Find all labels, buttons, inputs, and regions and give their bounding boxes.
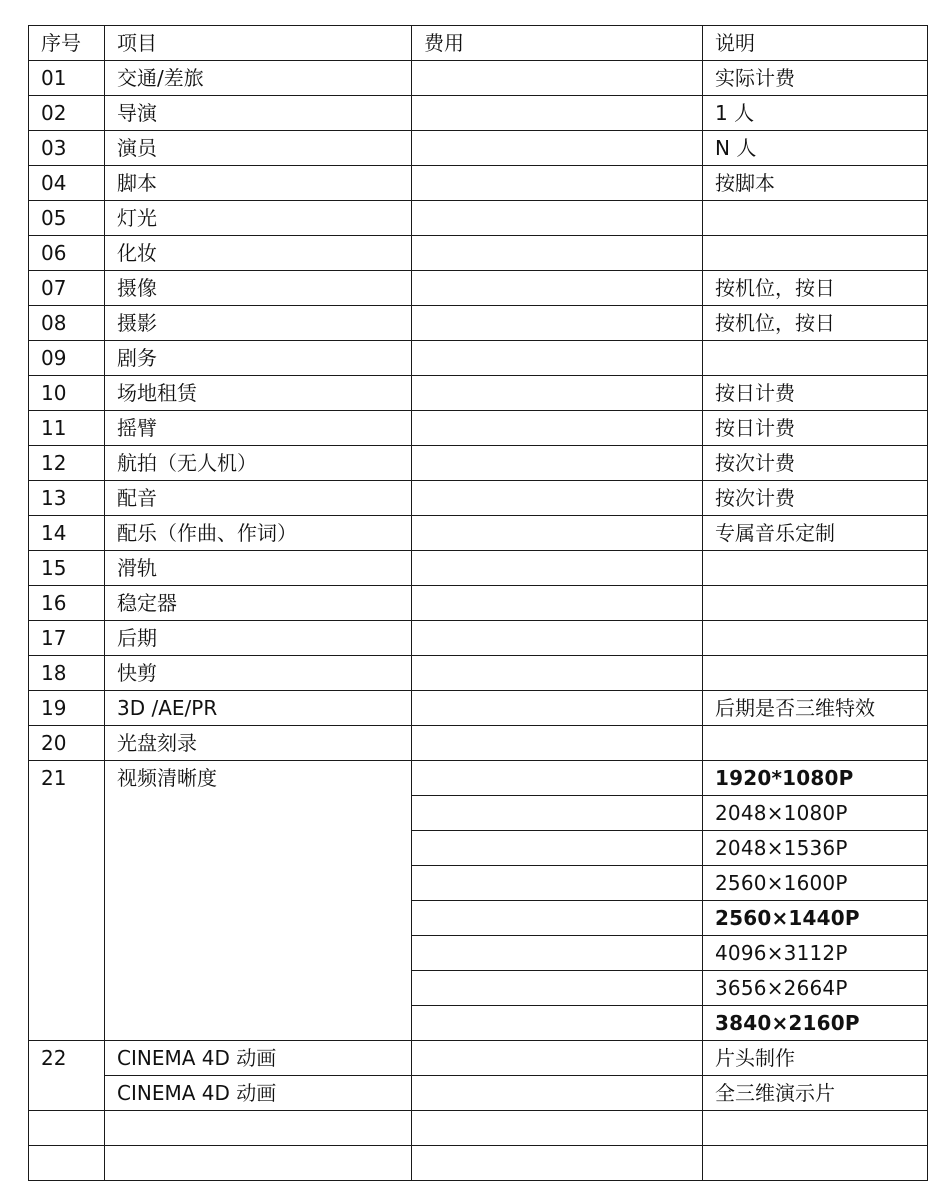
table-row xyxy=(29,131,928,166)
note-cell xyxy=(703,201,928,236)
resolution-option: 2560×1440P xyxy=(703,901,928,936)
seq-cell: 21 xyxy=(29,761,105,1041)
seq-cell: 17 xyxy=(29,621,105,656)
seq-cell xyxy=(29,1146,105,1181)
seq-cell xyxy=(29,1111,105,1146)
fee-cell[interactable] xyxy=(412,1006,703,1041)
seq-cell: 03 xyxy=(29,131,105,166)
fee-cell[interactable] xyxy=(412,201,703,236)
table-row xyxy=(29,271,928,306)
resolution-option: 3656×2664P xyxy=(703,971,928,1006)
item-cell: 场地租赁 xyxy=(105,376,412,411)
item-cell: 摄像 xyxy=(105,271,412,306)
note-cell xyxy=(703,586,928,621)
fee-cell[interactable] xyxy=(412,1041,703,1076)
seq-cell: 10 xyxy=(29,376,105,411)
resolution-option: 1920*1080P xyxy=(703,761,928,796)
item-cell: 灯光 xyxy=(105,201,412,236)
note-cell: 按机位，按日 xyxy=(703,306,928,341)
seq-cell: 16 xyxy=(29,586,105,621)
note-cell: 片头制作 xyxy=(703,1041,928,1076)
note-cell xyxy=(703,726,928,761)
note-cell: 专属音乐定制 xyxy=(703,516,928,551)
fee-cell[interactable] xyxy=(412,1111,703,1146)
table-row xyxy=(29,306,928,341)
table-row xyxy=(29,376,928,411)
item-cell: 视频清晰度 xyxy=(105,761,412,1041)
item-cell: 滑轨 xyxy=(105,551,412,586)
resolution-option: 2560×1600P xyxy=(703,866,928,901)
table-row xyxy=(29,61,928,96)
fee-cell[interactable] xyxy=(412,481,703,516)
note-cell xyxy=(703,1146,928,1181)
fee-cell[interactable] xyxy=(412,971,703,1006)
item-cell xyxy=(105,1146,412,1181)
item-cell: 航拍（无人机） xyxy=(105,446,412,481)
item-cell: 演员 xyxy=(105,131,412,166)
note-cell xyxy=(703,551,928,586)
fee-cell[interactable] xyxy=(412,306,703,341)
note-cell: 1 人 xyxy=(703,96,928,131)
fee-cell[interactable] xyxy=(412,446,703,481)
header-seq: 序号 xyxy=(29,26,105,61)
seq-cell: 02 xyxy=(29,96,105,131)
seq-cell: 05 xyxy=(29,201,105,236)
fee-cell[interactable] xyxy=(412,796,703,831)
note-cell: 实际计费 xyxy=(703,61,928,96)
note-cell xyxy=(703,621,928,656)
table-row xyxy=(29,411,928,446)
table-row xyxy=(29,236,928,271)
seq-cell: 15 xyxy=(29,551,105,586)
fee-cell[interactable] xyxy=(412,936,703,971)
table-row xyxy=(29,516,928,551)
fee-cell[interactable] xyxy=(412,376,703,411)
note-cell: 按日计费 xyxy=(703,376,928,411)
table-row xyxy=(29,96,928,131)
fee-cell[interactable] xyxy=(412,761,703,796)
table-row xyxy=(29,551,928,586)
fee-cell[interactable] xyxy=(412,61,703,96)
fee-cell[interactable] xyxy=(412,726,703,761)
item-cell: 摄影 xyxy=(105,306,412,341)
table-row xyxy=(29,201,928,236)
fee-cell[interactable] xyxy=(412,1076,703,1111)
seq-cell: 11 xyxy=(29,411,105,446)
note-cell: 按日计费 xyxy=(703,411,928,446)
seq-cell: 20 xyxy=(29,726,105,761)
note-cell: 按次计费 xyxy=(703,446,928,481)
fee-cell[interactable] xyxy=(412,1146,703,1181)
item-cell: 快剪 xyxy=(105,656,412,691)
cinema-row xyxy=(29,1076,928,1111)
seq-cell: 08 xyxy=(29,306,105,341)
fee-cell[interactable] xyxy=(412,691,703,726)
table-row xyxy=(29,691,928,726)
fee-cell[interactable] xyxy=(412,516,703,551)
item-cell: 摇臂 xyxy=(105,411,412,446)
fee-cell[interactable] xyxy=(412,166,703,201)
item-cell: 剧务 xyxy=(105,341,412,376)
resolution-option: 3840×2160P xyxy=(703,1006,928,1041)
fee-cell[interactable] xyxy=(412,411,703,446)
item-cell: 稳定器 xyxy=(105,586,412,621)
fee-cell[interactable] xyxy=(412,866,703,901)
fee-cell[interactable] xyxy=(412,656,703,691)
fee-cell[interactable] xyxy=(412,621,703,656)
note-cell: N 人 xyxy=(703,131,928,166)
item-cell xyxy=(105,1111,412,1146)
note-cell xyxy=(703,656,928,691)
table-row xyxy=(29,166,928,201)
note-cell: 后期是否三维特效 xyxy=(703,691,928,726)
note-cell xyxy=(703,236,928,271)
header-item: 项目 xyxy=(105,26,412,61)
fee-cell[interactable] xyxy=(412,236,703,271)
seq-cell: 22 xyxy=(29,1041,105,1111)
fee-cell[interactable] xyxy=(412,831,703,866)
seq-cell: 13 xyxy=(29,481,105,516)
note-cell xyxy=(703,341,928,376)
note-cell: 按机位，按日 xyxy=(703,271,928,306)
fee-cell[interactable] xyxy=(412,551,703,586)
seq-cell: 09 xyxy=(29,341,105,376)
fee-cell[interactable] xyxy=(412,586,703,621)
resolution-option: 2048×1080P xyxy=(703,796,928,831)
item-cell: 化妆 xyxy=(105,236,412,271)
item-cell: 光盘刻录 xyxy=(105,726,412,761)
note-cell: 按次计费 xyxy=(703,481,928,516)
table-row xyxy=(29,726,928,761)
item-cell: 配音 xyxy=(105,481,412,516)
table-row xyxy=(29,621,928,656)
item-cell: CINEMA 4D 动画 xyxy=(105,1076,412,1111)
fee-cell[interactable] xyxy=(412,271,703,306)
item-cell: 导演 xyxy=(105,96,412,131)
seq-cell: 14 xyxy=(29,516,105,551)
item-cell: 交通/差旅 xyxy=(105,61,412,96)
resolution-option: 2048×1536P xyxy=(703,831,928,866)
table-row xyxy=(29,481,928,516)
note-cell: 全三维演示片 xyxy=(703,1076,928,1111)
table-row xyxy=(29,446,928,481)
table-body xyxy=(29,26,928,1181)
item-cell: 脚本 xyxy=(105,166,412,201)
cinema-row xyxy=(29,1041,928,1076)
item-cell: CINEMA 4D 动画 xyxy=(105,1041,412,1076)
seq-cell: 19 xyxy=(29,691,105,726)
note-cell: 按脚本 xyxy=(703,166,928,201)
item-cell: 3D /AE/PR xyxy=(105,691,412,726)
table-row xyxy=(29,586,928,621)
note-cell xyxy=(703,1111,928,1146)
resolution-option: 4096×3112P xyxy=(703,936,928,971)
header-note: 说明 xyxy=(703,26,928,61)
resolution-row xyxy=(29,761,928,796)
table-row xyxy=(29,341,928,376)
fee-cell[interactable] xyxy=(412,901,703,936)
header-fee: 费用 xyxy=(412,26,703,61)
seq-cell: 18 xyxy=(29,656,105,691)
item-cell: 后期 xyxy=(105,621,412,656)
production-budget-table xyxy=(28,25,928,1181)
item-cell: 配乐（作曲、作词） xyxy=(105,516,412,551)
empty-row xyxy=(29,1146,928,1181)
empty-row xyxy=(29,1111,928,1146)
seq-cell: 12 xyxy=(29,446,105,481)
seq-cell: 01 xyxy=(29,61,105,96)
seq-cell: 07 xyxy=(29,271,105,306)
fee-cell[interactable] xyxy=(412,341,703,376)
table-row xyxy=(29,656,928,691)
fee-cell[interactable] xyxy=(412,96,703,131)
fee-cell[interactable] xyxy=(412,131,703,166)
seq-cell: 04 xyxy=(29,166,105,201)
seq-cell: 06 xyxy=(29,236,105,271)
header-row xyxy=(29,26,928,61)
